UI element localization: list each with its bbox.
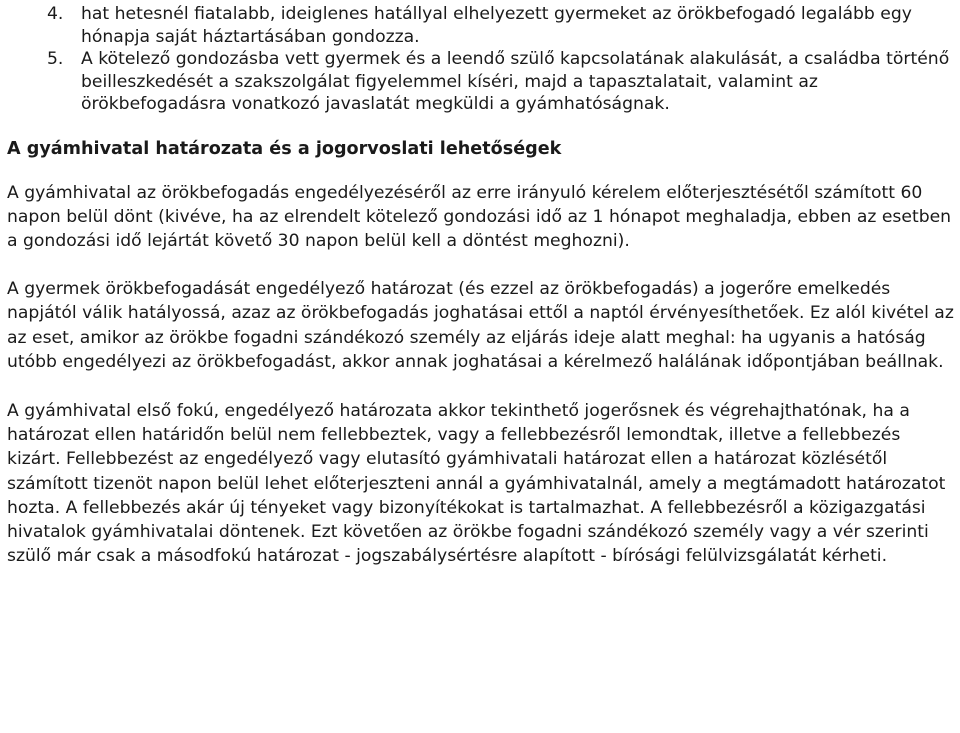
- list-item-number: 5.: [47, 49, 64, 69]
- list-item-text: A kötelező gondozásba vett gyermek és a leendő szülő kapcsolatának alakulását, a családba történő beilleszkedését a szakszolgálat figyelemmel kíséri, majd a tapasztalatait, valamint az örökbefogadásra vonatkozó javaslatát megküldi a gyámhatóságnak.: [81, 49, 950, 114]
- numbered-list: [7, 3, 957, 116]
- list-item: [7, 48, 957, 116]
- section-heading: A gyámhivatal határozata és a jogorvoslati lehetőségek: [7, 138, 562, 159]
- list-item: [7, 3, 957, 48]
- paragraph: A gyámhivatal első fokú, engedélyező határozata akkor tekinthető jogerősnek és végrehajthatónak, ha a határozat ellen határidőn belül nem fellebbeztek, vagy a fellebbezésről lemondtak, illetve a fellebbezés kizárt. Fellebbezést az engedélyező vagy elutasító gyámhivatali határozat ellen a határozat közlésétől számított tizenöt napon belül lehet előterjeszteni annál a gyámhivatalnál, amely a megtámadott határozatot hozta. A fellebbezés akár új tényeket vagy bizonyítékokat is tartalmazhat. A fellebbezésről a közigazgatási hivatalok gyámhivatalai döntenek. Ezt követően az örökbe fogadni szándékozó személy vagy a vér szerinti szülő már csak a másodfokú határozat - jogszabálysértésre alapított - bírósági felülvizsgálatát kérheti.: [7, 400, 946, 567]
- list-item-text: hat hetesnél fiatalabb, ideiglenes hatállyal elhelyezett gyermeket az örökbefogadó legalább egy hónapja saját háztartásában gondozza.: [81, 4, 912, 47]
- list-item-number: 4.: [47, 4, 64, 24]
- paragraph: A gyermek örökbefogadását engedélyező határozat (és ezzel az örökbefogadás) a jogerőre emelkedés napjától válik hatályossá, azaz az örökbefogadás joghatásai ettől a naptól érvényesíthetőek. Ez alól kivétel az az eset, amikor az örökbe fogadni szándékozó személy az eljárás ideje alatt meghal: ha ugyanis a hatóság utóbb engedélyezi az örökbefogadást, akkor annak joghatásai a kérelmező halálának időpontjában beállnak.: [7, 279, 954, 372]
- paragraph: A gyámhivatal az örökbefogadás engedélyezéséről az erre irányuló kérelem előterjesztésétől számított 60 napon belül dönt (kivéve, ha az elrendelt kötelező gondozási idő az 1 hónapot meghaladja, ebben az esetben a gondozási idő lejártát követő 30 napon belül kell a döntést meghozni).: [7, 182, 952, 251]
- document-page: [7, 0, 957, 568]
